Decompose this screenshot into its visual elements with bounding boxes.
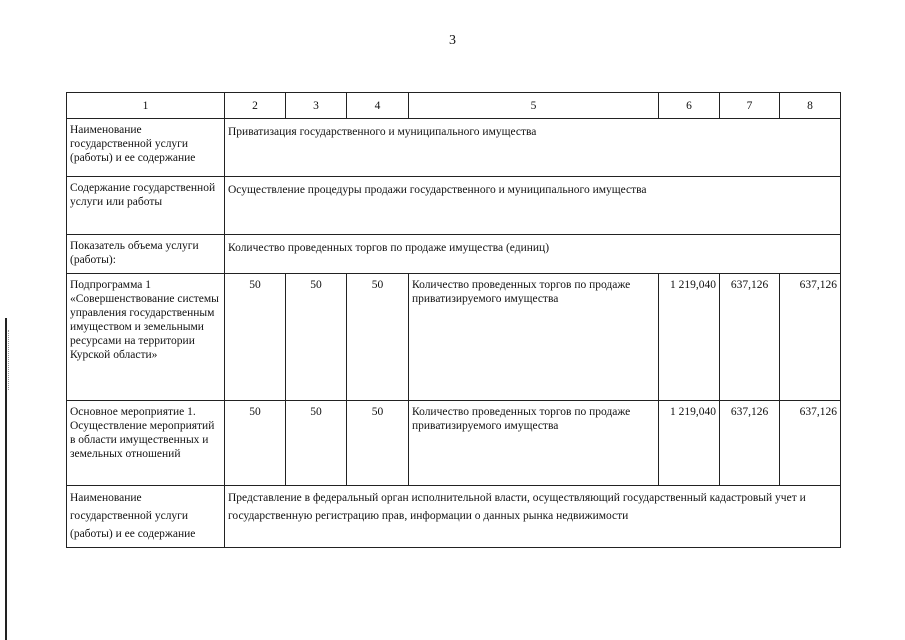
- row-label: Содержание государственной услуги или работы: [67, 177, 225, 235]
- row-label: Подпрограмма 1 «Совершенствование системы управления государственным имуществом и земельными ресурсами на территории Курской области»: [67, 274, 225, 401]
- header-cell-8: 8: [780, 93, 841, 119]
- cell-col6: 1 219,040: [659, 274, 720, 401]
- header-cell-1: 1: [67, 93, 225, 119]
- cell-col8: 637,126: [780, 401, 841, 486]
- service-name-value: Приватизация государственного и муниципального имущества: [225, 119, 841, 177]
- page-number: 3: [449, 33, 456, 48]
- cell-col6: 1 219,040: [659, 401, 720, 486]
- table-row: [67, 486, 841, 548]
- row-label: Наименование государственной услуги (работы) и ее содержание: [67, 119, 225, 177]
- cell-col3: 50: [286, 401, 347, 486]
- services-table: [66, 92, 841, 548]
- cell-col2: 50: [225, 274, 286, 401]
- cell-col7: 637,126: [720, 401, 780, 486]
- cell-col2: 50: [225, 401, 286, 486]
- row-label: Основное мероприятие 1. Осуществление мероприятий в области имущественных и земельных отношений: [67, 401, 225, 486]
- header-row: [67, 93, 841, 119]
- table-row: [67, 177, 841, 235]
- header-cell-6: 6: [659, 93, 720, 119]
- cell-col3: 50: [286, 274, 347, 401]
- service-name-value: Представление в федеральный орган исполнительной власти, осуществляющий государственный кадастровый учет и государственную регистрацию прав, информации о данных рынка недвижимости: [225, 486, 841, 548]
- scan-edge-line: [5, 318, 7, 640]
- volume-indicator-value: Количество проведенных торгов по продаже имущества (единиц): [225, 235, 841, 274]
- header-cell-5: 5: [409, 93, 659, 119]
- cell-col7: 637,126: [720, 274, 780, 401]
- cell-col5: Количество проведенных торгов по продаже приватизируемого имущества: [409, 274, 659, 401]
- cell-col5: Количество проведенных торгов по продаже приватизируемого имущества: [409, 401, 659, 486]
- cell-col8: 637,126: [780, 274, 841, 401]
- table-row: [67, 235, 841, 274]
- header-cell-3: 3: [286, 93, 347, 119]
- header-cell-2: 2: [225, 93, 286, 119]
- scan-edge-dots: [8, 330, 9, 390]
- cell-col4: 50: [347, 401, 409, 486]
- header-cell-4: 4: [347, 93, 409, 119]
- service-content-value: Осуществление процедуры продажи государственного и муниципального имущества: [225, 177, 841, 235]
- row-label: Наименование государственной услуги (работы) и ее содержание: [67, 486, 225, 548]
- row-label: Показатель объема услуги (работы):: [67, 235, 225, 274]
- table-row: [67, 119, 841, 177]
- table-row: [67, 274, 841, 401]
- table-row: [67, 401, 841, 486]
- header-cell-7: 7: [720, 93, 780, 119]
- cell-col4: 50: [347, 274, 409, 401]
